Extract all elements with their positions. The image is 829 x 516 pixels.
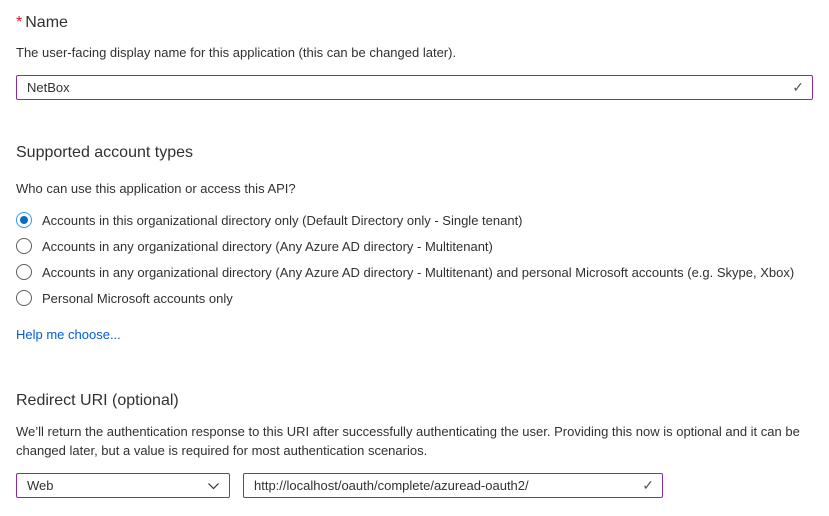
radio-option-multitenant-personal[interactable] — [16, 259, 813, 285]
radio-option-label: Personal Microsoft accounts only — [42, 290, 233, 306]
radio-button-icon[interactable] — [16, 290, 32, 306]
redirect-uri-title: Redirect URI (optional) — [16, 392, 179, 409]
redirect-uri-input[interactable] — [243, 473, 663, 498]
checkmark-icon: ✓ — [642, 476, 654, 493]
radio-option-single-tenant[interactable] — [16, 207, 813, 233]
radio-button-icon[interactable] — [16, 264, 32, 280]
radio-option-multitenant[interactable] — [16, 233, 813, 259]
redirect-uri-description: We’ll return the authentication response to this URI after successfully authenticating the user. Providing this now is optional and it can be changed later, but a value is required for most authentication scenarios. — [16, 424, 800, 458]
chevron-down-icon — [207, 479, 220, 492]
name-input-wrap — [16, 75, 813, 100]
radio-option-label: Accounts in this organizational directory only (Default Directory only - Single tenant) — [42, 212, 523, 228]
help-me-choose-link[interactable]: Help me choose... — [16, 327, 121, 342]
name-section-title — [16, 12, 813, 33]
platform-select[interactable] — [16, 473, 230, 498]
radio-option-personal-only[interactable] — [16, 285, 813, 311]
name-title-text: Name — [25, 14, 68, 31]
checkmark-icon: ✓ — [792, 78, 804, 95]
platform-select-value: Web — [27, 478, 54, 493]
name-description: The user-facing display name for this application (this can be changed later). — [16, 45, 457, 60]
radio-button-icon[interactable] — [16, 212, 32, 228]
radio-option-label: Accounts in any organizational directory (Any Azure AD directory - Multitenant) — [42, 238, 493, 254]
redirect-uri-row — [16, 473, 813, 498]
app-registration-form — [0, 12, 829, 498]
account-types-question: Who can use this application or access this API? — [16, 181, 296, 196]
radio-button-icon[interactable] — [16, 238, 32, 254]
radio-option-label: Accounts in any organizational directory (Any Azure AD directory - Multitenant) and personal Microsoft accounts (e.g. Skype, Xbox) — [42, 264, 795, 280]
account-types-title: Supported account types — [16, 144, 194, 161]
redirect-uri-input-wrap — [243, 473, 663, 498]
account-type-radio-group — [16, 207, 813, 311]
required-asterisk: * — [16, 14, 23, 31]
name-input[interactable] — [16, 75, 813, 100]
